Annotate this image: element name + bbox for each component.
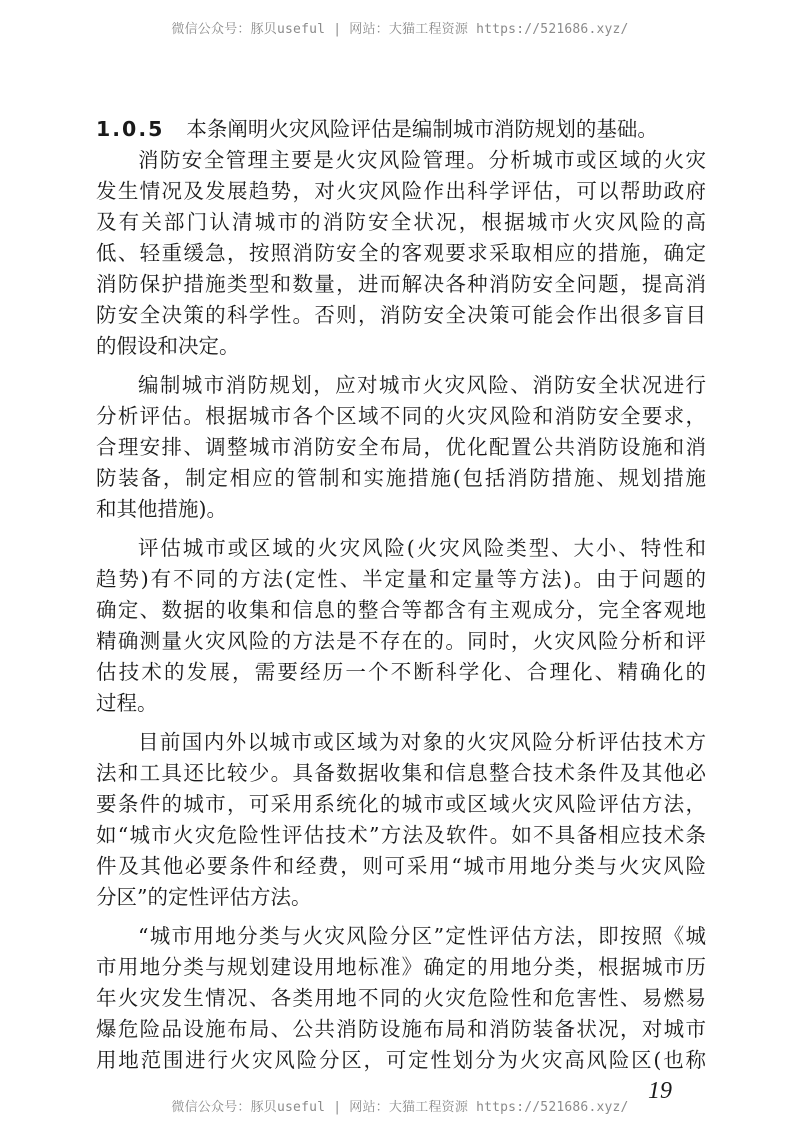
section-heading	[96, 114, 706, 145]
page-number: 19	[648, 1078, 672, 1104]
paragraph	[96, 727, 706, 913]
text-line: 发生情况及发展趋势，对火灾风险作出科学评估，可以帮助政府	[96, 179, 706, 203]
text-line: 消防安全管理主要是火灾风险管理。分析城市或区域的火灾	[138, 148, 706, 172]
text-line: 过程。	[96, 691, 158, 715]
text-line: 市用地分类与规划建设用地标准》确定的用地分类，根据城市历	[96, 955, 706, 979]
document-body	[96, 114, 706, 1076]
text-line: 精确测量火灾风险的方法是不存在的。同时，火灾风险分析和评	[96, 629, 706, 653]
text-line: 合理安排、调整城市消防安全布局，优化配置公共消防设施和消	[96, 435, 706, 459]
text-line: 趋势)有不同的方法(定性、半定量和定量等方法)。由于问题的	[96, 567, 706, 591]
text-line: 编制城市消防规划，应对城市火灾风险、消防安全状况进行	[138, 373, 706, 397]
text-line: 低、轻重缓急，按照消防安全的客观要求采取相应的措施，确定	[96, 241, 706, 265]
text-line: 要条件的城市，可采用系统化的城市或区域火灾风险评估方法，	[96, 792, 706, 816]
text-line: 及有关部门认清城市的消防安全状况，根据城市火灾风险的高	[96, 210, 706, 234]
paragraphs	[96, 145, 706, 1076]
paragraph	[96, 921, 706, 1076]
text-line: 分区”的定性评估方法。	[96, 885, 312, 909]
text-line: 法和工具还比较少。具备数据收集和信息整合技术条件及其他必	[96, 761, 706, 785]
text-line: 防安全决策的科学性。否则，消防安全决策可能会作出很多盲目	[96, 303, 706, 327]
text-line: 爆危险品设施布局、公共消防设施布局和消防装备状况，对城市	[96, 1017, 706, 1041]
text-line: 目前国内外以城市或区域为对象的火灾风险分析评估技术方	[138, 730, 706, 754]
text-line: 如“城市火灾危险性评估技术”方法及软件。如不具备相应技术条	[96, 823, 706, 847]
text-line: 确定、数据的收集和信息的整合等都含有主观成分，完全客观地	[96, 598, 706, 622]
text-line: 分析评估。根据城市各个区域不同的火灾风险和消防安全要求，	[96, 404, 706, 428]
text-line: 评估城市或区域的火灾风险(火灾风险类型、大小、特性和	[138, 536, 706, 560]
watermark-bottom: 微信公众号：豚贝useful | 网站：大猫工程资源 https://521686.xyz/	[171, 1100, 629, 1115]
text-line: 和其他措施)。	[96, 497, 227, 521]
text-line: 件及其他必要条件和经费，则可采用“城市用地分类与火灾风险	[96, 854, 706, 878]
paragraph	[96, 370, 706, 525]
paragraph	[96, 533, 706, 719]
watermark-top: 微信公众号：豚贝useful | 网站：大猫工程资源 https://521686.xyz/	[171, 22, 629, 37]
text-line: 消防保护措施类型和数量，进而解决各种消防安全问题，提高消	[96, 272, 706, 296]
section-heading-text: 本条阐明火灾风险评估是编制城市消防规划的基础。	[186, 117, 658, 141]
paragraph	[96, 145, 706, 362]
text-line: 的假设和决定。	[96, 334, 240, 358]
text-line: 防装备，制定相应的管制和实施措施(包括消防措施、规划措施	[96, 466, 706, 490]
text-line: “城市用地分类与火灾风险分区”定性评估方法，即按照《城	[138, 924, 706, 948]
text-line: 估技术的发展，需要经历一个不断科学化、合理化、精确化的	[96, 660, 706, 684]
text-line: 用地范围进行火灾风险分区，可定性划分为火灾高风险区(也称	[96, 1048, 706, 1072]
section-number: 1.0.5	[96, 117, 165, 141]
text-line: 年火灾发生情况、各类用地不同的火灾危险性和危害性、易燃易	[96, 986, 706, 1010]
